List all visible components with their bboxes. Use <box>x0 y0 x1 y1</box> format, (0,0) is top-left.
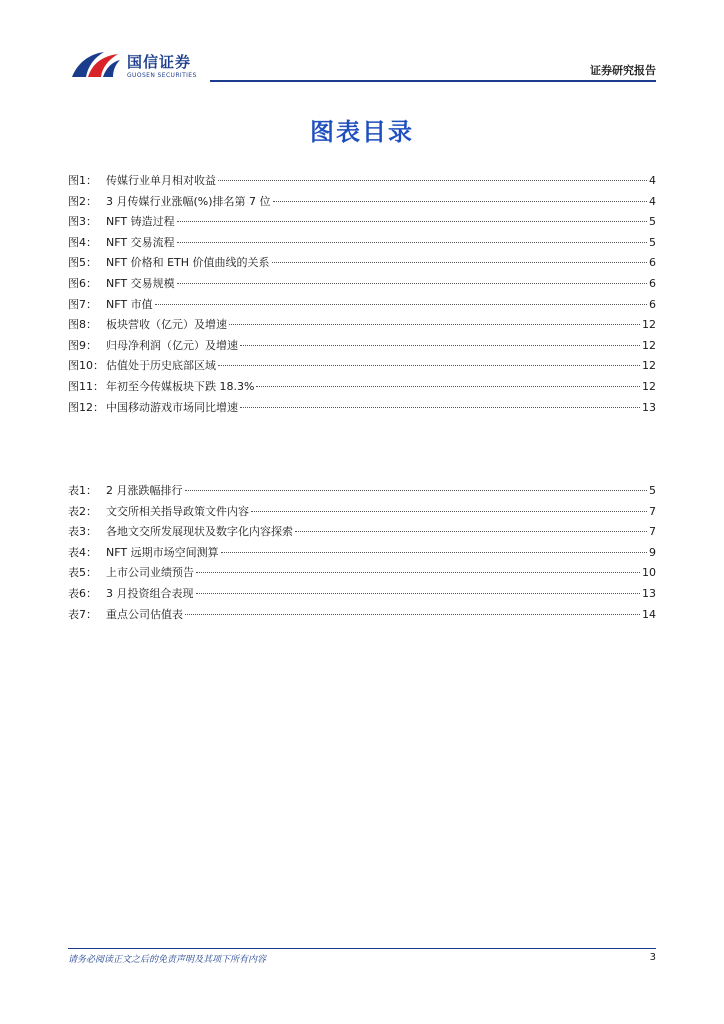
page-header <box>0 0 724 90</box>
toc-leader-dots <box>251 511 647 512</box>
toc-entry-label: 图1： <box>68 174 97 187</box>
toc-entry-text: 各地文交所发展现状及数字化内容探索 <box>106 525 293 539</box>
table-entry[interactable] <box>68 585 656 606</box>
toc-leader-dots <box>221 552 647 553</box>
toc-leader-dots <box>272 262 647 263</box>
table-entry[interactable] <box>68 523 656 544</box>
toc-entry-text: NFT 市值 <box>106 297 153 311</box>
toc-entry-label: 图12： <box>68 400 104 414</box>
toc-entry-text: 估值处于历史底部区域 <box>106 359 216 373</box>
toc-entry-page: 6 <box>649 297 656 311</box>
toc-entry-text: 2 月涨跌幅排行 <box>106 484 183 497</box>
toc-entry-label: 图2： <box>68 194 97 208</box>
toc-entry-text: 上市公司业绩预告 <box>106 566 194 580</box>
report-type-label: 证券研究报告 <box>590 64 656 77</box>
page-number: 3 <box>649 952 656 963</box>
table-entry[interactable] <box>68 564 656 585</box>
toc-entry-label: 表7： <box>68 607 97 621</box>
toc-entry-text: 传媒行业单月相对收益 <box>106 174 216 187</box>
header-divider <box>210 80 656 82</box>
toc-entry-label: 图4： <box>68 235 97 249</box>
toc-leader-dots <box>177 283 647 284</box>
footer-divider <box>68 948 656 949</box>
toc-entry-label: 图6： <box>68 276 97 290</box>
toc-entry-text: 板块营收（亿元）及增速 <box>106 318 227 332</box>
figure-entry[interactable] <box>68 296 656 317</box>
toc-leader-dots <box>240 345 640 346</box>
toc-entry-text: 重点公司估值表 <box>106 607 183 621</box>
figure-entry[interactable] <box>68 193 656 214</box>
table-list <box>68 482 656 626</box>
toc-entry-page: 12 <box>642 379 656 393</box>
toc-entry-text: NFT 远期市场空间测算 <box>106 545 219 559</box>
figure-entry[interactable] <box>68 357 656 378</box>
figure-entry[interactable] <box>68 213 656 234</box>
figure-entry[interactable] <box>68 378 656 399</box>
toc-entry-label: 表3： <box>68 525 97 539</box>
brand-name-cn: 国信证券 <box>127 53 192 71</box>
figure-entry[interactable] <box>68 337 656 358</box>
brand-name-en: GUOSEN SECURITIES <box>127 72 197 79</box>
toc-entry-page: 12 <box>642 359 656 373</box>
toc-entry-label: 图5： <box>68 256 97 270</box>
figure-entry[interactable] <box>68 254 656 275</box>
toc-entry-label: 表2： <box>68 504 97 518</box>
toc-entry-page: 6 <box>649 276 656 290</box>
toc-entry-page: 7 <box>649 525 656 539</box>
table-entry[interactable] <box>68 482 656 503</box>
disclaimer-text: 请务必阅读正文之后的免责声明及其项下所有内容 <box>68 955 267 965</box>
toc-entry-page: 6 <box>649 256 656 270</box>
guosen-logo-icon <box>70 50 122 80</box>
toc-entry-label: 表4： <box>68 545 97 559</box>
toc-entry-page: 5 <box>649 215 656 229</box>
toc-entry-page: 9 <box>649 545 656 559</box>
toc-title: 图表目录 <box>310 118 414 146</box>
toc-leader-dots <box>177 221 647 222</box>
toc-entry-label: 表1： <box>68 484 97 497</box>
toc-entry-text: 文交所相关指导政策文件内容 <box>106 504 249 518</box>
toc-entry-page: 12 <box>642 318 656 332</box>
toc-leader-dots <box>177 242 647 243</box>
figure-entry[interactable] <box>68 316 656 337</box>
figure-entry[interactable] <box>68 399 656 420</box>
toc-leader-dots <box>218 180 647 181</box>
toc-entry-text: NFT 价格和 ETH 价值曲线的关系 <box>106 256 270 270</box>
guosen-logo <box>70 50 230 86</box>
toc-entry-label: 图9： <box>68 338 97 352</box>
toc-entry-page: 7 <box>649 504 656 518</box>
toc-leader-dots <box>196 593 641 594</box>
table-entry[interactable] <box>68 606 656 627</box>
toc-entry-label: 表5： <box>68 566 97 580</box>
toc-entry-label: 图3： <box>68 215 97 229</box>
figure-list <box>68 172 656 419</box>
toc-leader-dots <box>196 572 640 573</box>
toc-entry-label: 图10： <box>68 359 104 373</box>
toc-entry-page: 5 <box>649 235 656 249</box>
toc-entry-page: 12 <box>642 338 656 352</box>
toc-leader-dots <box>240 407 640 408</box>
toc-entry-label: 图11： <box>68 379 104 393</box>
toc-leader-dots <box>295 531 647 532</box>
toc-leader-dots <box>218 365 640 366</box>
toc-entry-page: 13 <box>642 586 656 600</box>
toc-entry-text: 年初至今传媒板块下跌 18.3% <box>106 379 255 393</box>
toc-entry-label: 表6： <box>68 586 97 600</box>
toc-leader-dots <box>256 386 640 387</box>
toc-entry-page: 10 <box>642 566 656 580</box>
toc-entry-text: 中国移动游戏市场同比增速 <box>106 400 238 414</box>
toc-leader-dots <box>185 490 648 491</box>
toc-leader-dots <box>185 614 640 615</box>
table-entry[interactable] <box>68 503 656 524</box>
toc-entry-text: NFT 铸造过程 <box>106 215 175 229</box>
toc-entry-page: 4 <box>649 174 656 187</box>
toc-leader-dots <box>229 324 640 325</box>
toc-entry-label: 图7： <box>68 297 97 311</box>
toc-entry-page: 5 <box>649 484 656 497</box>
figure-entry[interactable] <box>68 234 656 255</box>
table-entry[interactable] <box>68 544 656 565</box>
toc-entry-page: 13 <box>642 400 656 414</box>
toc-entry-page: 14 <box>642 607 656 621</box>
toc-entry-text: 归母净利润（亿元）及增速 <box>106 338 238 352</box>
toc-entry-label: 图8： <box>68 318 97 332</box>
figure-entry[interactable] <box>68 275 656 296</box>
toc-leader-dots <box>155 304 647 305</box>
toc-entry-page: 4 <box>649 194 656 208</box>
figure-entry[interactable] <box>68 172 656 193</box>
toc-entry-text: NFT 交易规模 <box>106 276 175 290</box>
toc-entry-text: 3 月投资组合表现 <box>106 586 194 600</box>
toc-entry-text: NFT 交易流程 <box>106 235 175 249</box>
toc-leader-dots <box>273 201 647 202</box>
toc-entry-text: 3 月传媒行业涨幅(%)排名第 7 位 <box>106 194 271 208</box>
